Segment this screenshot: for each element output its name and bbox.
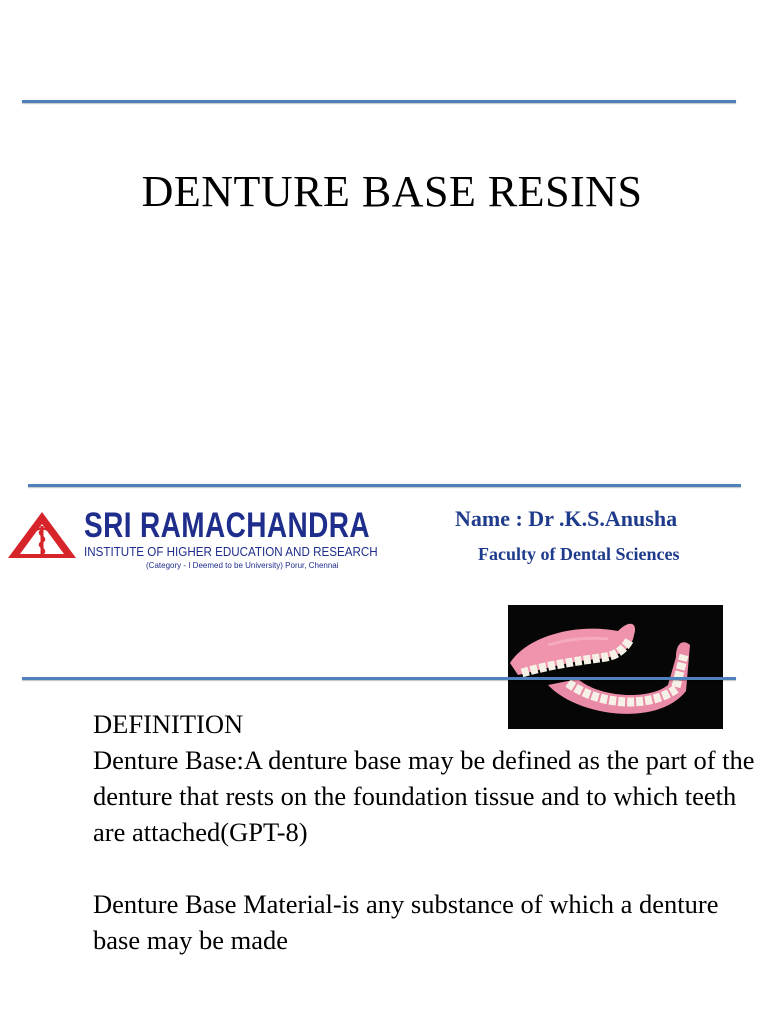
presenter-faculty: Faculty of Dental Sciences bbox=[478, 544, 680, 564]
body-text bbox=[93, 706, 765, 958]
slide-title: DENTURE BASE RESINS bbox=[141, 167, 643, 216]
logo-name: SRI RAMACHANDRA bbox=[84, 506, 370, 545]
definition-heading: DEFINITION bbox=[93, 709, 244, 739]
material-text: Denture Base Material-is any substance of which a denture base may be made bbox=[93, 889, 719, 955]
top-divider bbox=[22, 100, 736, 103]
emblem-icon bbox=[6, 510, 78, 562]
presenter-name: Name : Dr .K.S.Anusha bbox=[455, 506, 678, 531]
logo-subtitle: INSTITUTE OF HIGHER EDUCATION AND RESEARCH bbox=[84, 545, 378, 559]
middle-divider bbox=[28, 484, 741, 487]
paragraph-spacer bbox=[93, 850, 765, 886]
institution-logo bbox=[6, 506, 378, 576]
lower-divider bbox=[22, 677, 736, 680]
definition-text: Denture Base:A denture base may be defined as the part of the denture that rests on the foundation tissue and to which teeth are attached(GPT-8) bbox=[93, 745, 755, 847]
logo-category: (Category - I Deemed to be University) Porur, Chennai bbox=[146, 561, 339, 570]
